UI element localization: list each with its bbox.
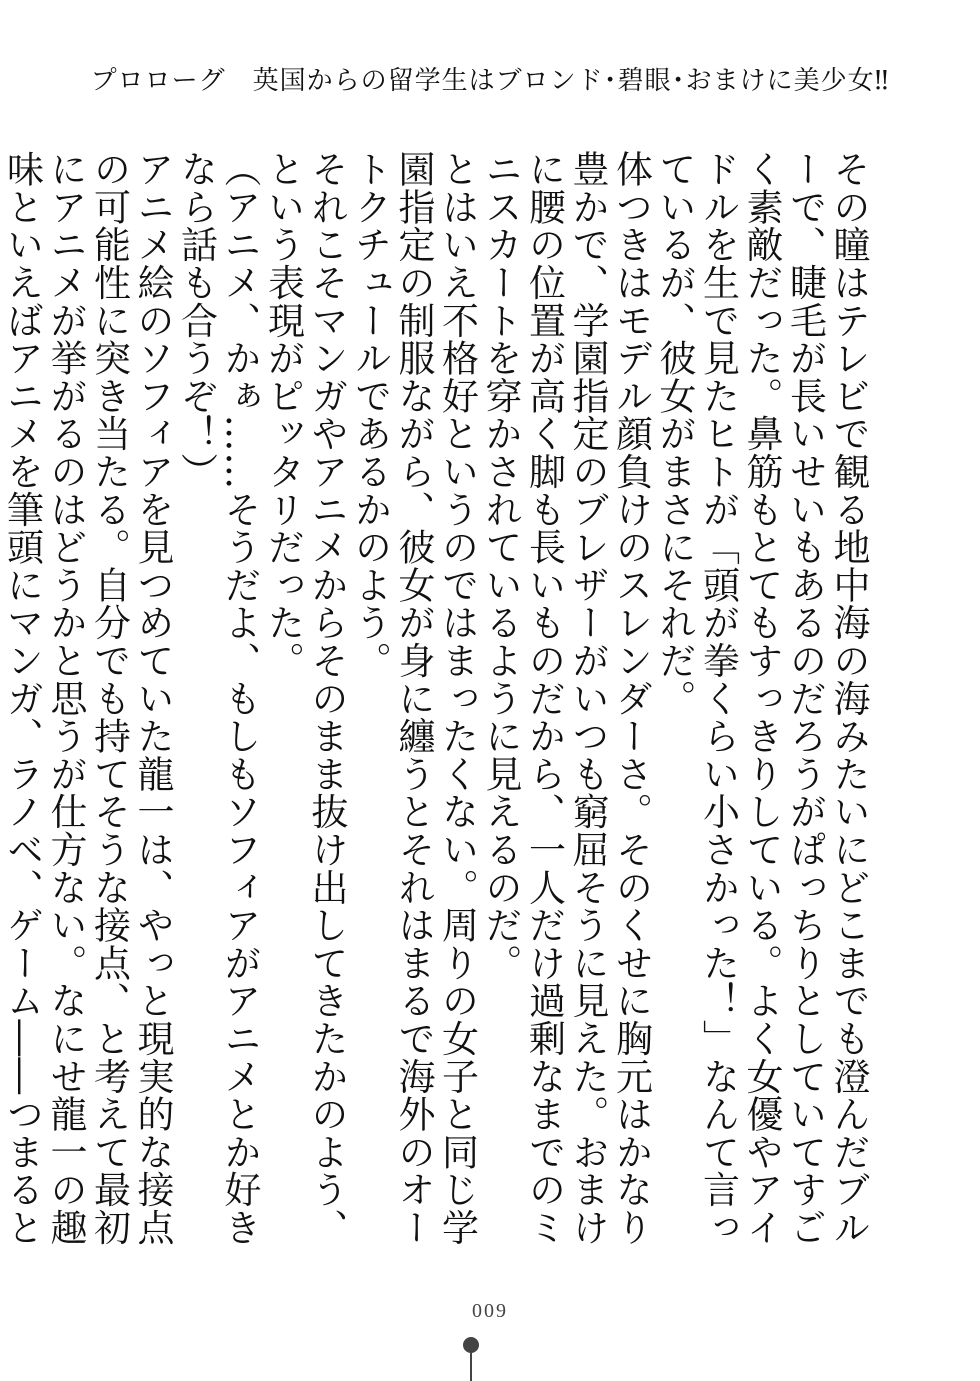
running-header: プロローグ 英国からの留学生はブロンド･碧眼･おまけに美少女‼ bbox=[90, 66, 890, 96]
page-number: 009 bbox=[472, 1300, 508, 1322]
paragraph-3: とはいえ不格好というのではまったくない。周りの女子と同じ学園指定の制服ながら、彼女が身に纏うとそれはまるで海外のオートクチュールであるかのよう。 bbox=[348, 150, 479, 1247]
paragraph-6: アニメ絵のソフィアを見つめていた龍一は、やっと現実的な接点の可能性に突き当たる。自分でも持てそうな接点、と考えて最初にアニメが挙がるのはどうかと思うが仕方ない。なにせ龍一の趣味といえばアニメを筆頭にマンガ、ラノベ、ゲーム――つまると bbox=[0, 150, 174, 1247]
paragraph-4: それこそマンガやアニメからそのまま抜け出してきたかのよう、という表現がピッタリだった。 bbox=[261, 150, 348, 1247]
paragraph-1: その瞳はテレビで観る地中海の海みたいにどこまでも澄んだブルーで、睫毛が長いせいもあるのだろうがぱっちりとしていてすごく素敵だった。鼻筋もとてもすっきりしている。よく女優やアイドルを生で見たヒトが「頭が拳くらい小さかった！」なんて言っているが、彼女がまさにそれだ。 bbox=[653, 150, 870, 1247]
vertical-text-body bbox=[0, 150, 870, 1260]
paragraph-2: 体つきはモデル顔負けのスレンダーさ。そのくせに胸元はかなり豊かで、学園指定のブレザーがいつも窮屈そうに見えた。おまけに腰の位置が高く脚も長いものだから、一人だけ過剰なまでのミニスカートを穿かされているように見えるのだ。 bbox=[479, 150, 653, 1247]
page-ornament-line bbox=[470, 1353, 472, 1381]
page-ornament-dot bbox=[463, 1337, 479, 1353]
paragraph-5: （アニメ、かぁ……そうだよ、もしもソフィアがアニメとか好きなら話も合うぞ！） bbox=[174, 150, 261, 1247]
